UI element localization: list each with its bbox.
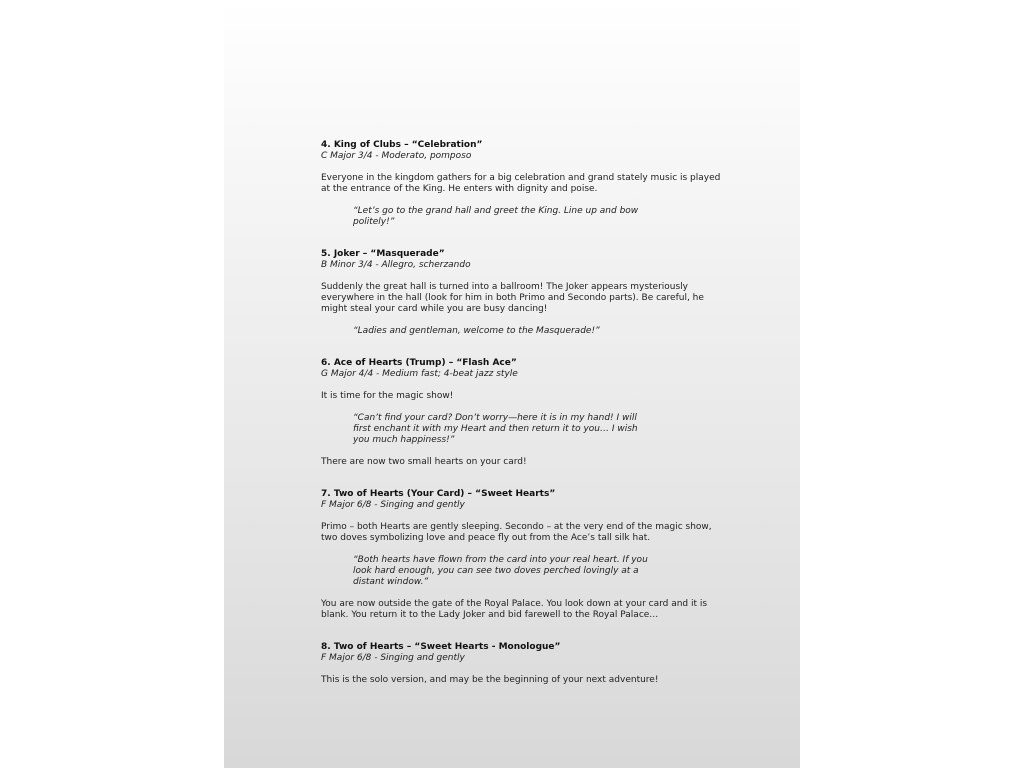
section-king-of-clubs: [321, 140, 721, 228]
section-description: This is the solo version, and may be the beginning of your next adventure!: [321, 675, 659, 685]
section-followup: You are now outside the gate of the Royal Palace. You look down at your card and it is blank. You return it to the Lady Joker and bid farewell to the Royal Palace…: [321, 599, 708, 620]
section-description: Suddenly the great hall is turned into a ballroom! The Joker appears mysteriously everywhere in the hall (look for him in both Primo and Secondo parts). Be careful, he might steal your card while you are busy dancing!: [321, 282, 704, 314]
section-key-tempo: F Major 6/8 - Singing and gently: [321, 653, 465, 663]
section-description: Primo – both Hearts are gently sleeping. Secondo – at the very end of the magic show, two doves symbolizing love and peace fly out from the Ace’s tall silk hat.: [321, 522, 712, 543]
section-two-of-hearts-your-card: [321, 489, 721, 621]
section-key-tempo: C Major 3/4 - Moderato, pomposo: [321, 151, 472, 161]
section-key-tempo: B Minor 3/4 - Allegro, scherzando: [321, 260, 471, 270]
section-quote: “Can’t find your card? Don’t worry—here it is in my hand! I will first enchant it with my Heart and then return it to you… I wish you much happiness!”: [353, 413, 638, 445]
section-quote: “Ladies and gentleman, welcome to the Masquerade!”: [353, 326, 600, 336]
section-key-tempo: F Major 6/8 - Singing and gently: [321, 500, 465, 510]
section-key-tempo: G Major 4/4 - Medium fast; 4-beat jazz style: [321, 369, 518, 379]
section-quote: “Both hearts have flown from the card into your real heart. If you look hard enough, you can see two doves perched lovingly at a distant window.”: [353, 555, 648, 587]
section-heading: 6. Ace of Hearts (Trump) – “Flash Ace”: [321, 358, 517, 368]
section-heading: 7. Two of Hearts (Your Card) – “Sweet Hearts”: [321, 489, 556, 499]
section-ace-of-hearts: [321, 358, 721, 468]
page-content: [321, 140, 721, 707]
section-followup: There are now two small hearts on your card!: [321, 457, 527, 467]
document-page: [224, 0, 800, 768]
section-heading: 8. Two of Hearts – “Sweet Hearts - Monologue”: [321, 642, 561, 652]
section-quote: “Let’s go to the grand hall and greet the King. Line up and bow politely!”: [353, 206, 639, 227]
section-description: It is time for the magic show!: [321, 391, 454, 401]
section-heading: 5. Joker – “Masquerade”: [321, 249, 445, 259]
section-description: Everyone in the kingdom gathers for a big celebration and grand stately music is played at the entrance of the King. He enters with dignity and poise.: [321, 173, 721, 194]
section-heading: 4. King of Clubs – “Celebration”: [321, 140, 483, 150]
section-joker: [321, 249, 721, 337]
section-two-of-hearts-monologue: [321, 642, 721, 686]
